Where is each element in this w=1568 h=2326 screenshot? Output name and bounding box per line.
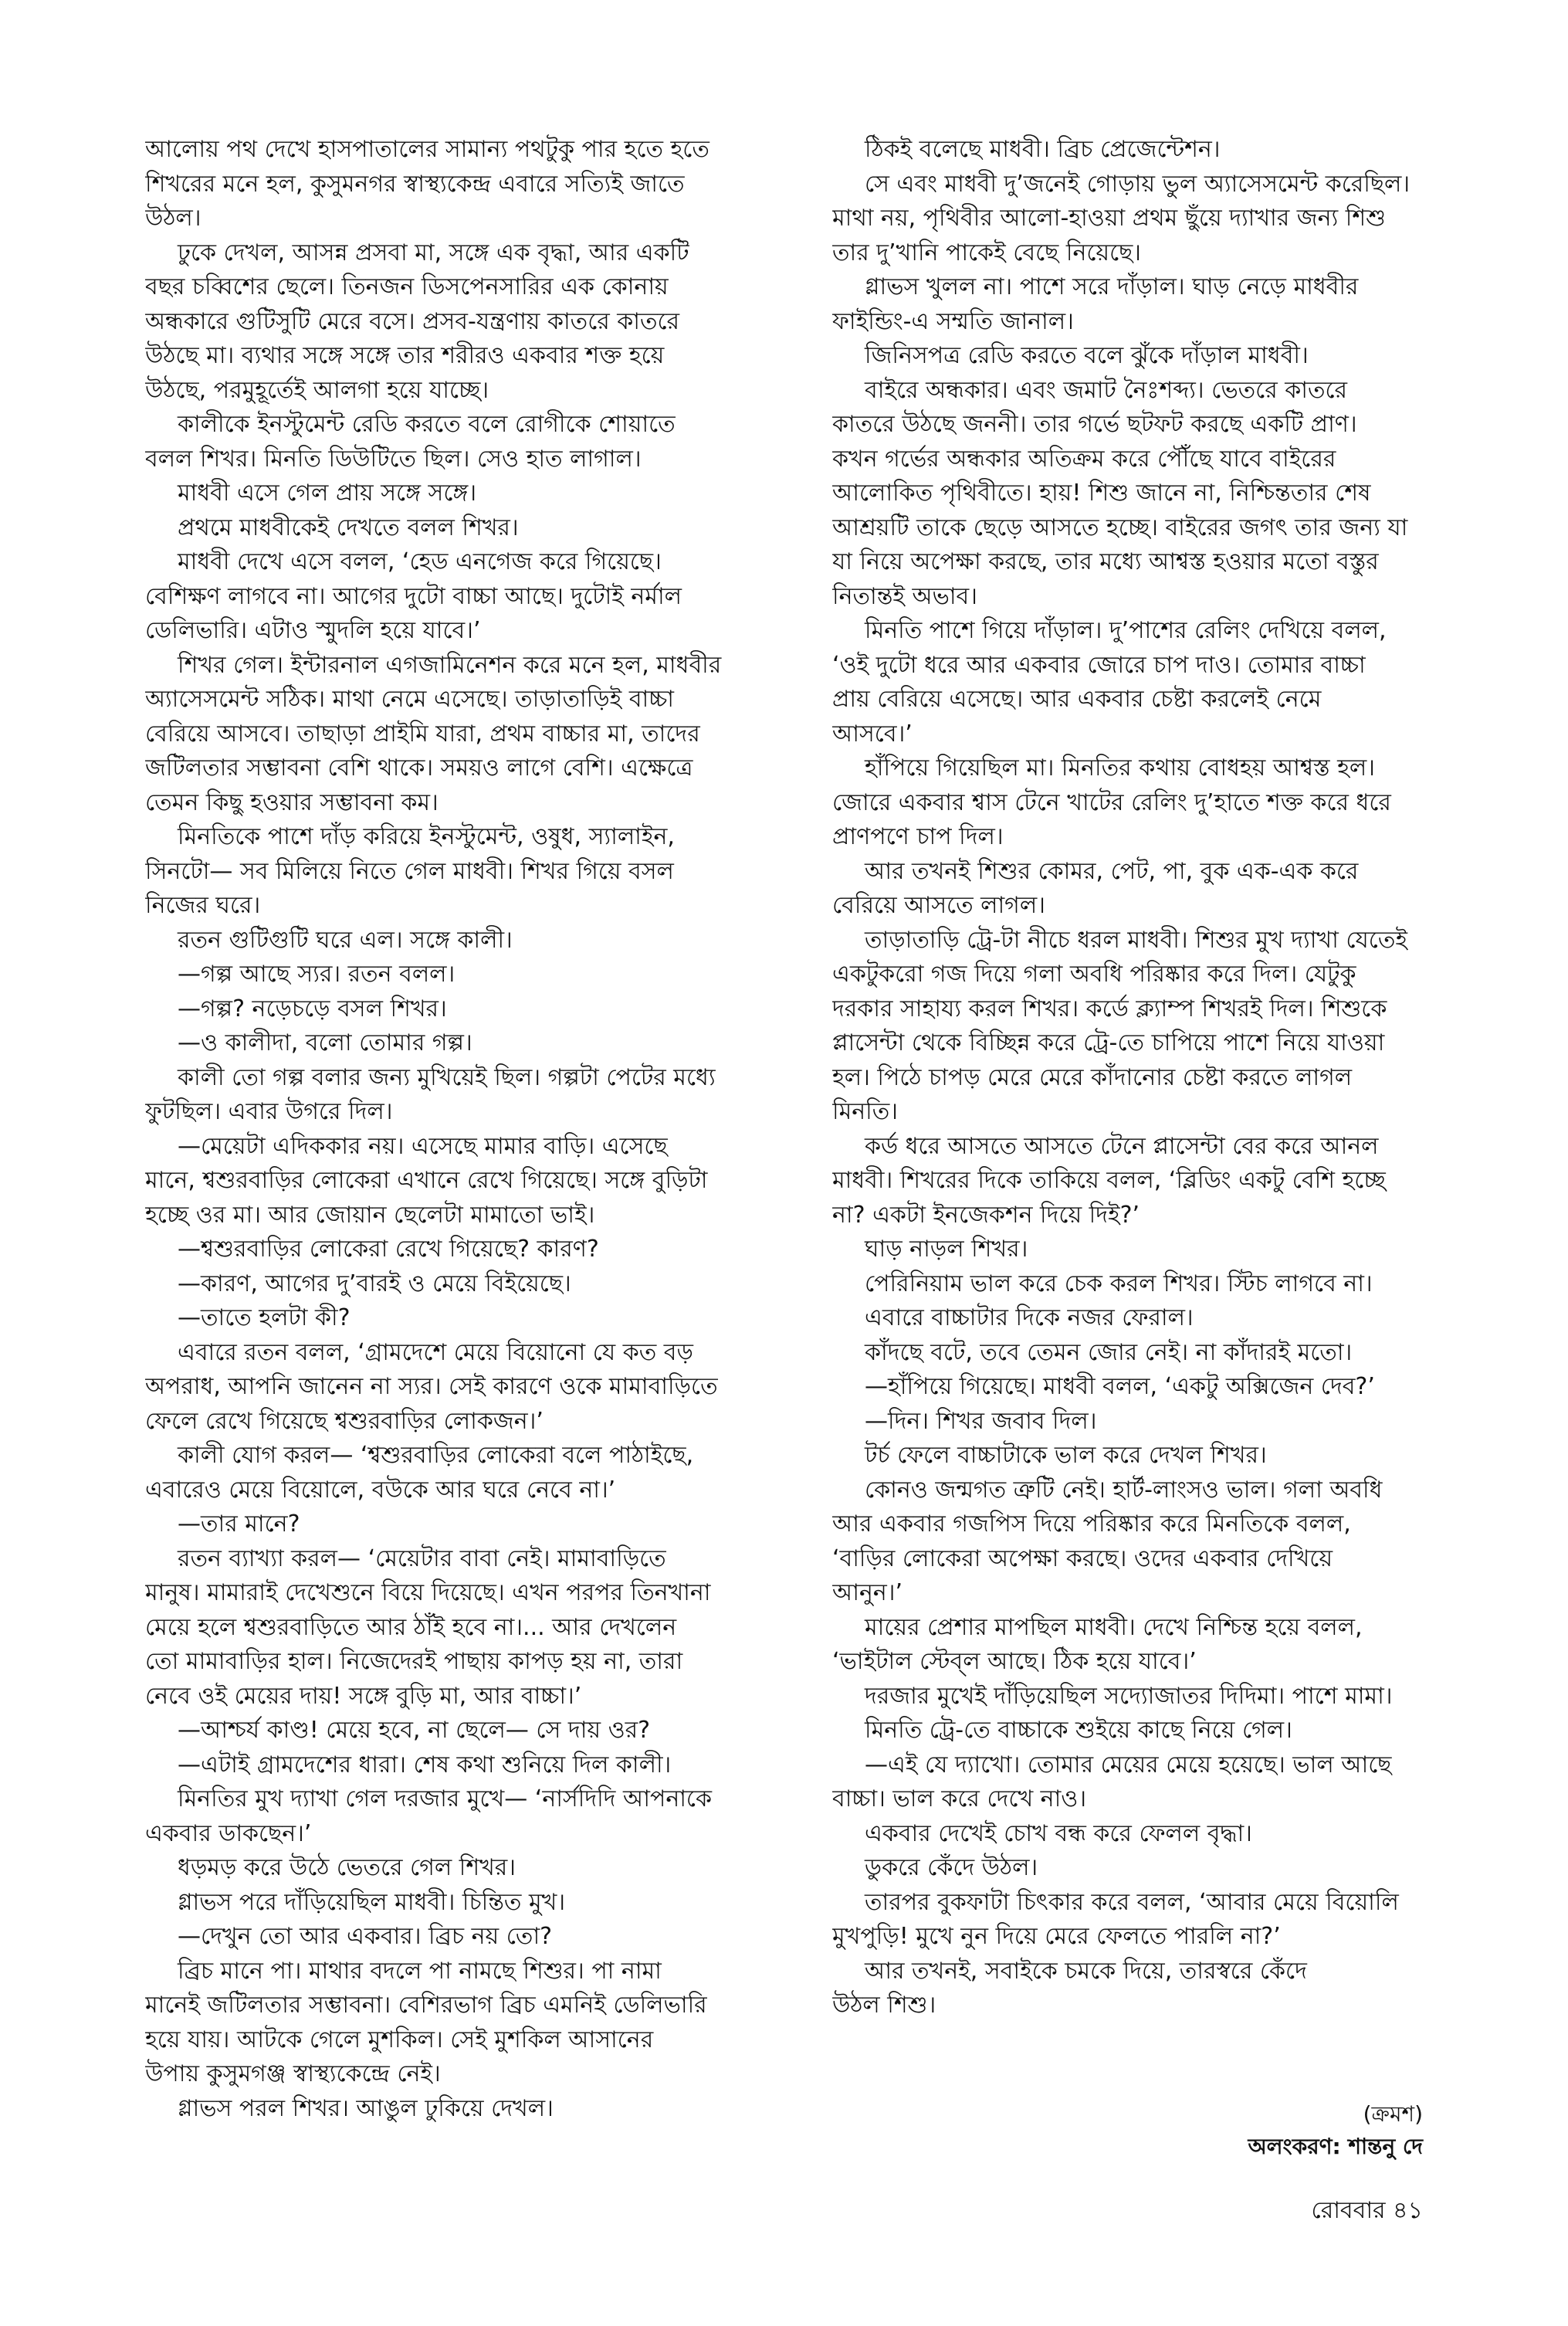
left-text-column <box>145 133 801 2126</box>
text-line: ডেলিভারি। এটাও স্মুদলি হয়ে যাবে।’ <box>145 617 481 644</box>
text-line: কালীকে ইনস্টুমেন্ট রেডি করতে বলে রোগীকে শোয়াতে <box>178 411 676 438</box>
text-line: তার দু’খানি পাকেই বেছে নিয়েছে। <box>832 239 1142 266</box>
text-line: —ও কালীদা, বলো তোমার গল্প। <box>178 1029 472 1056</box>
text-line: জোরে একবার শ্বাস টেনে খাটের রেলিং দু’হাতে শক্ত করে ধরে <box>832 788 1391 816</box>
text-line: প্রাণপণে চাপ দিল। <box>832 823 1004 850</box>
text-line: হল। পিঠে চাপড় মেরে মেরে কাঁদানোর চেষ্টা করতে লাগল <box>832 1063 1353 1091</box>
text-line: ঠিকই বলেছে মাধবী। ব্রিচ প্রেজেন্টেশন। <box>865 136 1221 163</box>
text-line: —শ্বশুরবাড়ির লোকেরা রেখে গিয়েছে? কারণ? <box>178 1236 599 1263</box>
text-line: উঠল। <box>145 205 202 232</box>
text-line: একবার ডাকছেন।’ <box>145 1819 312 1847</box>
text-line: যা নিয়ে অপেক্ষা করছে, তার মধ্যে আশ্বস্ত হওয়ার মতো বস্তুর <box>832 548 1379 575</box>
text-line: ফেলে রেখে গিয়েছে শ্বশুরবাড়ির লোকজন।’ <box>145 1407 544 1435</box>
text-line: —এই যে দ্যাখো। তোমার মেয়ের মেয়ে হয়েছে। ভাল আছে <box>865 1751 1392 1778</box>
text-line: পেরিনিয়াম ভাল করে চেক করল শিখর। স্টিচ লাগবে না। <box>865 1270 1373 1297</box>
text-line: এবারে রতন বলল, ‘গ্রামদেশে মেয়ে বিয়োনো যে কত বড় <box>178 1338 693 1366</box>
text-line: কালী যোগ করল— ‘শ্বশুরবাড়ির লোকেরা বলে পাঠাইছে, <box>178 1442 694 1469</box>
text-line: বেশিক্ষণ লাগবে না। আগের দুটো বাচ্চা আছে। দুটোই নর্মাল <box>145 582 682 610</box>
text-line: উপায় কুসুমগঞ্জ স্বাস্থ্যকেন্দ্রে নেই। <box>145 2060 441 2087</box>
text-line: বেরিয়ে আসতে লাগল। <box>832 892 1045 919</box>
text-line: না? একটা ইনজেকশন দিয়ে দিই?’ <box>832 1201 1140 1229</box>
right-text-column <box>832 133 1488 2023</box>
text-line: বাচ্চা। ভাল করে দেখে নাও। <box>832 1785 1087 1812</box>
text-line: গ্লাভস পরল শিখর। আঙুল ঢুকিয়ে দেখল। <box>178 2094 554 2122</box>
credits-block <box>1248 2098 1423 2163</box>
text-line: আসবে।’ <box>832 720 913 748</box>
text-line: মাধবী এসে গেল প্রায় সঙ্গে সঙ্গে। <box>178 480 477 507</box>
text-line: শিখর গেল। ইন্টারনাল এগজামিনেশন করে মনে হল, মাধবীর <box>178 651 722 679</box>
text-line: কর্ড ধরে আসতে আসতে টেনে প্লাসেন্টা বের করে আনল <box>865 1132 1379 1160</box>
text-line: বাইরে অন্ধকার। এবং জমাট নৈঃশব্দ্য। ভেতরে কাতরে <box>865 376 1348 404</box>
text-line: আর তখনই শিশুর কোমর, পেট, পা, বুক এক-এক করে <box>865 857 1359 885</box>
text-line: নিজের ঘরে। <box>145 892 261 919</box>
text-line: বলল শিখর। মিনতি ডিউটিতে ছিল। সেও হাত লাগাল। <box>145 445 642 473</box>
text-line: কখন গর্ভের অন্ধকার অতিক্রম করে পৌঁছে যাবে বাইরের <box>832 445 1336 473</box>
text-line: কালী তো গল্প বলার জন্য মুখিয়েই ছিল। গল্পটা পেটের মধ্যে <box>178 1063 716 1091</box>
text-line: —মেয়েটা এদিককার নয়। এসেছে মামার বাড়ি। এসেছে <box>178 1132 668 1160</box>
text-line: মাধবী। শিখরের দিকে তাকিয়ে বলল, ‘ব্লিডিং একটু বেশি হচ্ছে <box>832 1167 1386 1194</box>
text-line: নেবে ওই মেয়ের দায়! সঙ্গে বুড়ি মা, আর বাচ্চা।’ <box>145 1682 582 1710</box>
text-line: —কারণ, আগের দু’বারই ও মেয়ে বিইয়েছে। <box>178 1270 571 1297</box>
text-line: হয়ে যায়। আটকে গেলে মুশকিল। সেই মুশকিল আসানের <box>145 2026 654 2053</box>
text-line: হাঁপিয়ে গিয়েছিল মা। মিনতির কথায় বোধহয় আশ্বস্ত হল। <box>865 754 1375 782</box>
text-line: ‘ভাইটাল স্টেব্‌ল আছে। ঠিক হয়ে যাবে।’ <box>832 1648 1197 1675</box>
text-line: মিনতি পাশে গিয়ে দাঁড়াল। দু’পাশের রেলিং দেখিয়ে বলল, <box>865 617 1387 644</box>
text-line: কাঁদছে বটে, তবে তেমন জোর নেই। না কাঁদারই মতো। <box>865 1338 1353 1366</box>
text-line: ‘ওই দুটো ধরে আর একবার জোরে চাপ দাও। তোমার বাচ্চা <box>832 651 1366 679</box>
text-line: মিনতির মুখ দ্যাখা গেল দরজার মুখে— ‘নার্সদিদি আপনাকে <box>178 1785 712 1812</box>
text-line: তারপর বুকফাটা চিৎকার করে বলল, ‘আবার মেয়ে বিয়োলি <box>865 1888 1399 1916</box>
text-line: ডুকরে কেঁদে উঠল। <box>865 1854 1038 1881</box>
continued-label: (ক্রমশ) <box>1363 2101 1423 2127</box>
text-line: রতন ব্যাখ্যা করল— ‘মেয়েটার বাবা নেই। মামাবাড়িতে <box>178 1544 666 1572</box>
text-line: টর্চ ফেলে বাচ্চাটাকে ভাল করে দেখল শিখর। <box>865 1442 1267 1469</box>
text-line: জিনিসপত্র রেডি করতে বলে ঝুঁকে দাঁড়াল মাধবী। <box>865 342 1309 369</box>
text-line: আশ্রয়টি তাকে ছেড়ে আসতে হচ্ছে। বাইরের জগৎ তার জন্য যা <box>832 514 1408 541</box>
text-line: —তার মানে? <box>178 1511 300 1538</box>
text-line: গ্লাভস খুলল না। পাশে সরে দাঁড়াল। ঘাড় নেড়ে মাধবীর <box>865 273 1359 300</box>
text-line: অপরাধ, আপনি জানেন না স্যর। সেই কারণে ওকে মামাবাড়িতে <box>145 1373 718 1400</box>
text-line: —হাঁপিয়ে গিয়েছে। মাধবী বলল, ‘একটু অক্সিজেন দেব?’ <box>865 1373 1375 1400</box>
text-line: একটুকরো গজ দিয়ে গলা অবধি পরিষ্কার করে দিল। যেটুকু <box>832 961 1356 988</box>
text-line: হচ্ছে ওর মা। আর জোয়ান ছেলেটা মামাতো ভাই। <box>145 1201 595 1229</box>
text-line: নিতান্তই অভাব। <box>832 582 977 610</box>
text-line: দরজার মুখেই দাঁড়িয়েছিল সদ্যোজাতর দিদিমা। পাশে মামা। <box>865 1682 1393 1710</box>
text-line: অন্ধকারে গুটিসুটি মেরে বসে। প্রসব-যন্ত্রণায় কাতরে কাতরে <box>145 307 680 335</box>
text-line: ঘাড় নাড়ল শিখর। <box>865 1236 1028 1263</box>
text-line: দরকার সাহায্য করল শিখর। কর্ডে ক্ল্যাম্প শিখরই দিল। শিশুকে <box>832 995 1387 1022</box>
text-line: উঠছে, পরমুহূর্তেই আলগা হয়ে যাচ্ছে। <box>145 376 489 404</box>
text-line: মিনতি। <box>832 1098 898 1125</box>
text-line: একবার দেখেই চোখ বন্ধ করে ফেলল বৃদ্ধা। <box>865 1819 1252 1847</box>
text-line: মায়ের প্রেশার মাপছিল মাধবী। দেখে নিশ্চিন্ত হয়ে বলল, <box>865 1613 1363 1641</box>
text-line: মানুষ। মামারাই দেখেশুনে বিয়ে দিয়েছে। এখন পরপর তিনখানা <box>145 1579 711 1606</box>
text-line: কোনও জন্মগত ত্রুটি নেই। হার্ট-লাংসও ভাল। গলা অবধি <box>865 1476 1383 1504</box>
text-line: মেয়ে হলে শ্বশুরবাড়িতে আর ঠাঁই হবে না।... আর দেখলেন <box>145 1613 677 1641</box>
text-line: প্রথমে মাধবীকেই দেখতে বলল শিখর। <box>178 514 519 541</box>
text-line: রতন গুটিগুটি ঘরে এল। সঙ্গে কালী। <box>178 926 513 954</box>
text-line: বছর চব্বিশের ছেলে। তিনজন ডিসপেনসারির এক কোনায় <box>145 273 669 300</box>
text-line: আলোকিত পৃথিবীতে। হায়! শিশু জানে না, নিশ্চিন্ততার শেষ <box>832 480 1371 507</box>
text-line: তাড়াতাড়ি ট্রে-টা নীচে ধরল মাধবী। শিশুর মুখ দ্যাখা যেতেই <box>865 926 1407 954</box>
text-line: ‘বাড়ির লোকেরা অপেক্ষা করছে। ওদের একবার দেখিয়ে <box>832 1544 1333 1572</box>
text-line: এবারেও মেয়ে বিয়োলে, বউকে আর ঘরে নেবে না।’ <box>145 1476 616 1504</box>
text-line: মাথা নয়, পৃথিবীর আলো-হাওয়া প্রথম ছুঁয়ে দ্যাখার জন্য শিশু <box>832 205 1386 232</box>
text-line: —আশ্চর্য কাণ্ড! মেয়ে হবে, না ছেলে— সে দায় ওর? <box>178 1717 651 1744</box>
text-line: —গল্প? নড়েচড়ে বসল শিখর। <box>178 995 447 1022</box>
text-line: শিখরের মনে হল, কুসুমনগর স্বাস্থ্যকেন্দ্র এবারে সত্যিই জাতে <box>145 170 685 198</box>
text-line: ফাইন্ডিং-এ সম্মতি জানাল। <box>832 307 1074 335</box>
text-line: —এটাই গ্রামদেশের ধারা। শেষ কথা শুনিয়ে দিল কালী। <box>178 1751 672 1778</box>
text-line: আর তখনই, সবাইকে চমকে দিয়ে, তারস্বরে কেঁদে <box>865 1957 1307 1985</box>
text-line: ধড়মড় করে উঠে ভেতরে গেল শিখর। <box>178 1854 516 1881</box>
text-line: মিনতি ট্রে-তে বাচ্চাকে শুইয়ে কাছে নিয়ে গেল। <box>865 1717 1292 1744</box>
page-folio: রোববার ৪১ <box>1311 2197 1423 2224</box>
text-line: মানে, শ্বশুরবাড়ির লোকেরা এখানে রেখে গিয়েছে। সঙ্গে বুড়িটা <box>145 1167 708 1194</box>
text-line: আর একবার গজপিস দিয়ে পরিষ্কার করে মিনতিকে বলল, <box>832 1511 1351 1538</box>
text-line: তেমন কিছু হওয়ার সম্ভাবনা কম। <box>145 788 439 816</box>
text-line: তো মামাবাড়ির হাল। নিজেদেরই পাছায় কাপড় হয় না, তারা <box>145 1648 683 1675</box>
illustration-credit: অলংকরণ: শান্তনু দে <box>1248 2134 1423 2159</box>
text-line: —দেখুন তো আর একবার। ব্রিচ নয় তো? <box>178 1923 553 1950</box>
text-line: —তাতে হলটা কী? <box>178 1304 351 1331</box>
text-line: উঠছে মা। ব্যথার সঙ্গে সঙ্গে তার শরীরও একবার শক্ত হয়ে <box>145 342 665 369</box>
text-line: জটিলতার সম্ভাবনা বেশি থাকে। সময়ও লাগে বেশি। এক্ষেত্রে <box>145 754 693 782</box>
text-line: ফুটছিল। এবার উগরে দিল। <box>145 1098 393 1125</box>
text-line: আলোয় পথ দেখে হাসপাতালের সামান্য পথটুকু পার হতে হতে <box>145 136 709 163</box>
text-line: উঠল শিশু। <box>832 1992 936 2019</box>
text-line: আনুন।’ <box>832 1579 903 1606</box>
text-line: গ্লাভস পরে দাঁড়িয়েছিল মাধবী। চিন্তিত মুখ। <box>178 1888 566 1916</box>
text-line: মিনতিকে পাশে দাঁড় করিয়ে ইনস্টুমেন্ট, ওষুধ, স্যালাইন, <box>178 823 675 850</box>
text-line: প্রায় বেরিয়ে এসেছে। আর একবার চেষ্টা করলেই নেমে <box>832 686 1322 713</box>
text-line: ঢুকে দেখল, আসন্ন প্রসবা মা, সঙ্গে এক বৃদ্ধা, আর একটি <box>178 239 689 266</box>
text-line: মাধবী দেখে এসে বলল, ‘হেড এনগেজ করে গিয়েছে। <box>178 548 662 575</box>
text-line: —দিন। শিখর জবাব দিল। <box>865 1407 1097 1435</box>
text-line: —গল্প আছে স্যর। রতন বলল। <box>178 961 455 988</box>
text-line: এবারে বাচ্চাটার দিকে নজর ফেরাল। <box>865 1304 1194 1331</box>
text-line: অ্যাসেসমেন্ট সঠিক। মাথা নেমে এসেছে। তাড়াতাড়িই বাচ্চা <box>145 686 674 713</box>
text-line: কাতরে উঠছে জননী। তার গর্ভে ছটফট করছে একটি প্রাণ। <box>832 411 1357 438</box>
text-line: সিনটো— সব মিলিয়ে নিতে গেল মাধবী। শিখর গিয়ে বসল <box>145 857 674 885</box>
text-line: প্লাসেন্টা থেকে বিচ্ছিন্ন করে ট্রে-তে চাপিয়ে পাশে নিয়ে যাওয়া <box>832 1029 1385 1056</box>
text-line: ব্রিচ মানে পা। মাথার বদলে পা নামছে শিশুর। পা নামা <box>178 1957 662 1985</box>
text-line: সে এবং মাধবী দু’জনেই গোড়ায় ভুল অ্যাসেসমেন্ট করেছিল। <box>865 170 1411 198</box>
text-line: বেরিয়ে আসবে। তাছাড়া প্রাইমি যারা, প্রথম বাচ্চার মা, তাদের <box>145 720 700 748</box>
text-line: মানেই জটিলতার সম্ভাবনা। বেশিরভাগ ব্রিচ এমনিই ডেলিভারি <box>145 1992 707 2019</box>
text-line: মুখপুড়ি! মুখে নুন দিয়ে মেরে ফেলতে পারলি না?’ <box>832 1923 1281 1950</box>
